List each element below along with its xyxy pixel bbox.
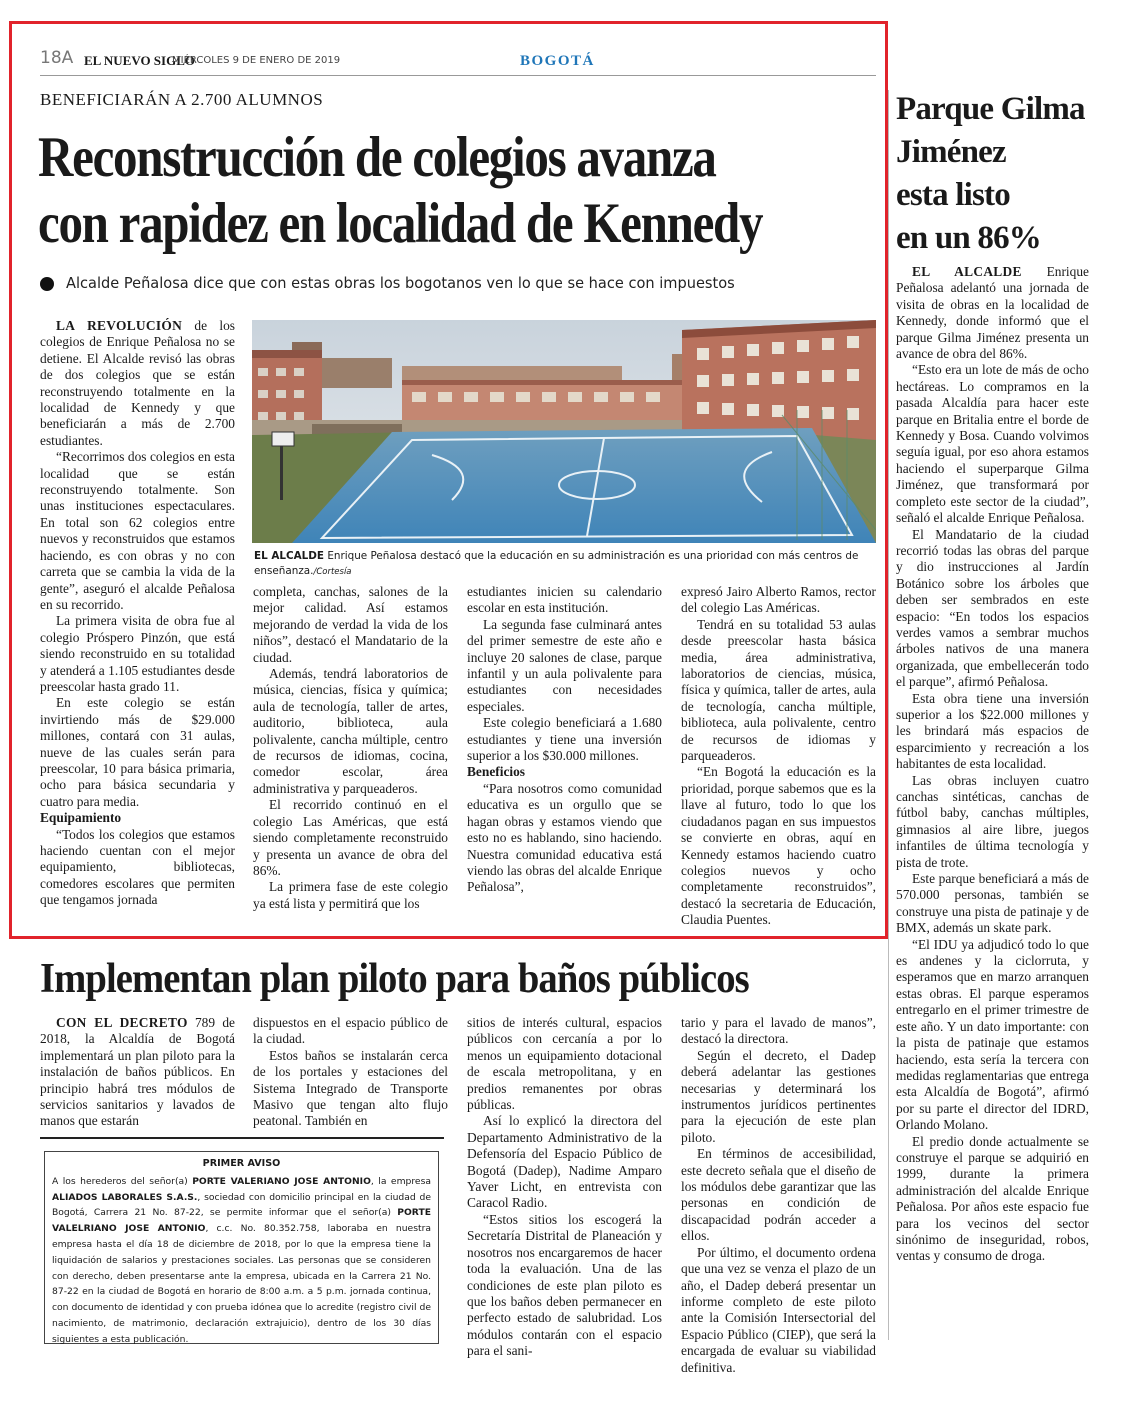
paragraph: “Todos los colegios que estamos haciendo cuentan con el mejor equipamiento, bibliotecas, comedores escolares que permiten que tengamos jornada <box>40 826 235 908</box>
notice-name: PORTE VALELRIANO JOSE ANTONIO <box>52 1207 431 1235</box>
legal-notice <box>44 1151 439 1344</box>
paragraph: “Estos sitios los escogerá la Secretaría Distrital de Planeación y nosotros nos encargaremos de hacer toda la evaluación. Una de las condiciones de este plan piloto es que los baños deben permanecer en perfecto estado de salubridad. Los módulos contarán con el espacio para el sani- <box>467 1211 662 1359</box>
paragraph: Esta obra tiene una inversión superior a los $22.000 millones y les brindará más espacios de esparcimiento y recreación a los habitantes de esta localidad. <box>896 690 1089 772</box>
article-kicker: BENEFICIARÁN A 2.700 ALUMNOS <box>40 90 324 109</box>
paragraph: Las obras incluyen cuatro canchas sintéticas, canchas de fútbol baby, canchas múltiples, gimnasios al aire libre, juegos infantiles de última tecnología y pista de trote. <box>896 772 1089 870</box>
caption-text: Enrique Peñalosa destacó que la educación en su administración es una prioridad con más centros de enseñanza. <box>254 550 859 577</box>
photo-caption <box>254 549 874 580</box>
sidebar-headline-line: en un 86% <box>896 220 1042 256</box>
paragraph: Además, tendrá laboratorios de música, ciencias, física y química; aula de tecnología, taller de artes, auditorio, biblioteca, aula polivalente, cancha múltiple, centro de recursos de idiomas, cocina, comedor escolar, área administrativa y parqueaderos. <box>253 666 448 796</box>
paragraph: expresó Jairo Alberto Ramos, rector del colegio Las Américas. <box>681 584 876 616</box>
paragraph: “El IDU ya adjudicó todo lo que es andenes y la ciclorruta, y esperamos que en marzo arranquen estas obras. El parque esperamos entregarlo en el primer trimestre de este año. Y un dato importante: con la pista de patinaje que estamos haciendo, esta sería la tercera con medidas reglamentarias que entrega esta Alcaldía de Bogotá”, afirmó por su parte el director del IDRD, Orlando Molano. <box>896 936 1089 1133</box>
notice-rule <box>40 1137 444 1139</box>
main-col-1 <box>40 318 235 909</box>
main-col-3 <box>467 584 662 896</box>
lead-in: LA REVOLUCIÓN <box>56 318 183 333</box>
paragraph: sitios de interés cultural, espacios públicos con cercanía a por lo menos un equipamiento dotacional de escala metropolitana, y en predios remanentes por obras públicas. <box>467 1015 662 1113</box>
paragraph: completa, canchas, salones de la mejor calidad. Así estamos mejorando de verdad la vida de los niños”, destacó el Mandatario de la ciudad. <box>253 584 448 665</box>
notice-title: PRIMER AVISO <box>202 1158 281 1169</box>
lead-in: EL ALCALDE <box>912 264 1022 279</box>
sidebar-headline-line: esta listo <box>896 177 1010 213</box>
second-col-1 <box>40 1015 235 1130</box>
paragraph: El predio donde actualmente se construye el parque se adquirió en 1999, durante la primera administración del alcalde Enrique Peñalosa. Por años este espacio fue para los vecinos del sector sinónimo de inseguridad, robos, ventas y consumo de droga. <box>896 1133 1089 1264</box>
header-rule <box>40 75 876 76</box>
main-headline <box>38 125 763 257</box>
bullet-icon <box>40 277 54 291</box>
caption-lead: EL ALCALDE <box>254 550 325 562</box>
second-headline: Implementan plan piloto para baños públicos <box>40 956 749 1002</box>
paragraph: 789 de 2018, la Alcaldía de Bogotá implementará un plan piloto para la instalación de baños públicos. En principio habrá tres módulos de servicios sanitarios y lavados de manos que estarán <box>40 1015 235 1129</box>
main-col-2 <box>253 584 448 912</box>
notice-company: ALIADOS LABORALES S.A.S. <box>52 1191 198 1203</box>
notice-text: , sociedad con domicilio principal en la ciudad de Bogotá, Carrera 21 No. 87-22, se permite informar que el señor(a) <box>52 1191 431 1219</box>
headline-line-2: con rapidez en localidad de Kennedy <box>38 192 763 255</box>
subhead-beneficios: Beneficios <box>467 764 526 780</box>
photo-credit: /Cortesía <box>313 567 352 577</box>
paragraph: Según el decreto, el Dadep deberá adelantar las gestiones necesarias y determinará los instrumentos jurídicos pertinentes para la ejecución de este plan piloto. <box>681 1047 876 1145</box>
paragraph: estudiantes inicien su calendario escolar en esta institución. <box>467 584 662 616</box>
paragraph: El recorrido continuó en el colegio Las Américas, que está siendo completamente reconstruido y presenta un avance de obra del 86%. <box>253 797 448 878</box>
notice-name: PORTE VALERIANO JOSE ANTONIO <box>192 1175 371 1187</box>
sidebar-body <box>896 264 1089 1265</box>
sidebar-headline-line: Parque Gilma <box>896 91 1085 127</box>
paragraph: La primera visita de obra fue al colegio Próspero Pinzón, que está siendo reconstruido en su totalidad y atenderá a 1.105 estudiantes desde preescolar hasta grado 11. <box>40 613 235 694</box>
paragraph: Enrique Peñalosa adelantó una jornada de visita de obras en la localidad de Kennedy, donde informó que el parque Gilma Jiménez presenta un avance de obra del 86%. <box>896 264 1089 362</box>
paragraph: Este parque beneficiará a más de 570.000 personas, también se construye una pista de patinaje y de BMX, además un skate park. <box>896 871 1089 936</box>
second-col-2 <box>253 1015 448 1130</box>
page-number: 18A <box>40 48 74 68</box>
sidebar-headline-line: Jiménez <box>896 134 1006 170</box>
lead-in: CON EL DECRETO <box>56 1015 188 1030</box>
paragraph: “Para nosotros como comunidad educativa es un orgullo que se hagan obras y estamos viendo que esto no es hablando, sino haciendo. Nuestra comunidad educativa está viendo las obras del alcalde Enrique Peñalosa”, <box>467 780 662 895</box>
subheadline: Alcalde Peñalosa dice que con estas obras los bogotanos ven lo que se hace con impuestos <box>66 274 735 292</box>
paragraph: El Mandatario de la ciudad recorrió todas las obras del parque y dio instrucciones al Jardín Botánico sobre los árboles que deben ser sembrados en este espacio: “En todos los espacios verdes vamos a sembrar muchos árboles nativos de una manera organizada, que embellecerán todo el parque”, afirmó Peñalosa. <box>896 526 1089 690</box>
paragraph: Tendrá en su totalidad 53 aulas desde preescolar hasta básica media, área administrativa, laboratorios de ciencias, música, física y química, taller de artes, aula de tecnología, cancha múltiple, biblioteca, aula polivalente, centro de recursos de idiomas y parqueaderos. <box>681 616 876 764</box>
issue-date: MIÉRCOLES 9 DE ENERO DE 2019 <box>172 55 341 66</box>
paragraph: En términos de accesibilidad, este decreto señala que el diseño de los módulos debe garantizar que las personas en condición de discapacidad podrán acceder a ellos. <box>681 1146 876 1244</box>
newspaper-name: EL NUEVO SIGLO <box>84 53 195 68</box>
paragraph: La primera fase de este colegio ya está lista y permitirá que los <box>253 879 448 911</box>
column-divider <box>888 90 889 1340</box>
notice-text: A los herederos del señor(a) <box>52 1175 193 1187</box>
second-col-4 <box>681 1015 876 1376</box>
paragraph: dispuestos en el espacio público de la ciudad. <box>253 1015 448 1047</box>
notice-text: , la empresa <box>370 1175 432 1187</box>
paragraph: “Esto era un lote de más de ocho hectáreas. Lo compramos en la pasada Alcaldía para hacer este parque en Britalia entre el borde de Kennedy y Bosa. Cuando volvimos seguía igual, por eso ahora estamos haciendo el superparque Gilma Jiménez, que transformará por completo este sector de la ciudad”, señaló el alcalde Enrique Peñalosa. <box>896 362 1089 526</box>
section-name: BOGOTÁ <box>520 53 595 69</box>
sidebar-headline <box>896 88 1116 260</box>
paragraph: Estos baños se instalarán cerca de los portales y estaciones del Sistema Integrado de Transporte Masivo que tengan alto flujo peatonal. También en <box>253 1047 448 1129</box>
paragraph: Por último, el documento ordena que una vez se venza el plazo de un año, el Dadep deberá presentar un informe completo de este piloto ante la Comisión Intersectorial del Espacio Público (CIEP), que será la encargada de evaluar su viabilidad definitiva. <box>681 1244 876 1375</box>
paragraph: En este colegio se están invirtiendo más de $29.000 millones, contará con 31 aulas, nueve de las cuales serán para preescolar, 10 para básica primaria, ocho para básica secundaria y cuatro para media. <box>40 695 235 809</box>
paragraph: La segunda fase culminará antes del primer semestre de este año e incluye 20 salones de clase, parque infantil y un aula polivalente para estudiantes con necesidades especiales. <box>467 616 662 714</box>
paragraph: Así lo explicó la directora del Departamento Administrativo de la Defensoría del Espacio Público de Bogotá (Dadep), Nadime Amparo Yaver Licht, en entrevista con Caracol Radio. <box>467 1113 662 1211</box>
paragraph: tario y para el lavado de manos”, destacó la directora. <box>681 1015 876 1047</box>
paragraph: Este colegio beneficiará a 1.680 estudiantes y tiene una inversión superior a los $30.000 millones. <box>467 715 662 764</box>
article-photo <box>252 320 876 543</box>
second-col-3 <box>467 1015 662 1360</box>
subhead-equipamiento: Equipamiento <box>40 810 122 826</box>
paragraph: de los colegios de Enrique Peñalosa no se detiene. El Alcalde revisó las obras de dos colegios que se están reconstruyendo totalmente en la localidad de Kennedy y que beneficiarán a más de 2.700 estudiantes. <box>40 318 235 448</box>
paragraph: “En Bogotá la educación es la prioridad, porque sabemos que es la llave al futuro, todo lo que los ciudadanos pagan en sus impuestos se convierte en obras, aquí en Kennedy estamos haciendo cuatro colegios nuevos y ocho completamente reconstruidos”, destacó la secretaria de Educación, Claudia Puentes. <box>681 764 876 928</box>
notice-text: , c.c. No. 80.352.758, laboraba en nuestra empresa hasta el día 18 de diciembre de 2018, por lo que la empresa tiene la liquidación de salarios y prestaciones sociales. Las personas que se consideren con derecho, deben presentarse ante la empresa, ubicada en la Carrera 21 No. 87-22 en la ciudad de Bogotá en horario de 8:00 a.m. a 5 p.m. jornada continua, con documento de identidad y con prueba idónea que lo acredite (registro civil de nacimiento, de matrimonio, declaración extrajuicio), dentro de los 30 días siguientes a esta publicación. <box>52 1223 431 1345</box>
paragraph: “Recorrimos dos colegios en esta localidad que se están reconstruyendo totalmente. Son unas instituciones espectaculares. En total son 62 colegios entre nuevos y reconstruidos que estamos haciendo, es con obras y no con carreta que se cambia la vida de la gente”, aseguró el alcalde Peñalosa en su recorrido. <box>40 449 235 612</box>
main-col-4 <box>681 584 876 929</box>
headline-line-1: Reconstrucción de colegios avanza <box>38 126 716 189</box>
